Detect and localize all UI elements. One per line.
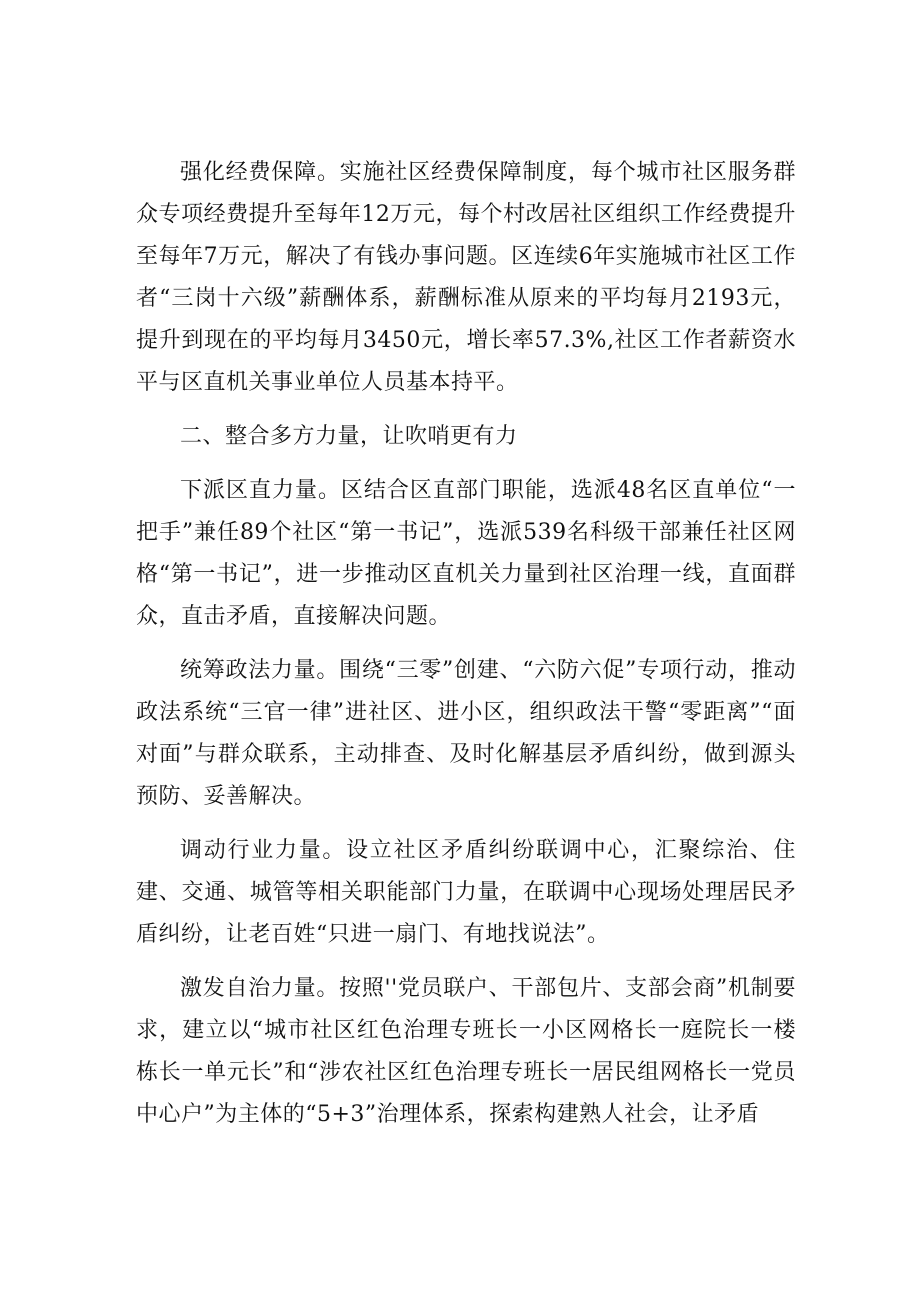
- paragraph-industry-forces: 调动行业力量。设立社区矛盾纠纷联调中心，汇聚综治、住建、交通、城管等相关职能部门力量，在联调中心现场处理居民矛盾纠纷，让老百姓“只进一扇门、有地找说法”。: [136, 838, 796, 947]
- section-heading-integrate-forces: 二、整合多方力量，让吹哨更有力: [180, 424, 518, 449]
- paragraph-district-forces: 下派区直力量。区结合区直部门职能，选派48名区直单位“一把手”兼任89个社区“第一书记”，选派539名科级干部兼任社区网格“第一书记”，进一步推动区直机关力量到社区治理一线，直面群众，直击矛盾，直接解决问题。: [136, 478, 796, 629]
- paragraph-political-legal-forces: 统筹政法力量。围绕“三零”创建、“六防六促”专项行动，推动政法系统“三官一律”进社区、进小区，组织政法干警“零距离”“面对面”与群众联系，主动排查、及时化解基层矛盾纠纷，做到源头预防、妥善解决。: [136, 658, 796, 809]
- document-body: [136, 152, 796, 1148]
- paragraph-autonomy-forces: 激发自治力量。按照''党员联户、干部包片、支部会商”机制要求，建立以“城市社区红色治理专班长一小区网格长一庭院长一楼栋长一单元长”和“涉农社区红色治理专班长一居民组网格长一党员中心户”为主体的“5+3”治理体系，探索构建熟人社会，让矛盾: [136, 976, 796, 1127]
- paragraph-funding-guarantee: 强化经费保障。实施社区经费保障制度，每个城市社区服务群众专项经费提升至每年12万元，每个村改居社区组织工作经费提升至每年7万元，解决了有钱办事问题。区连续6年实施城市社区工作者“三岗十六级”薪酬体系，薪酬标准从原来的平均每月2193元，提升到现在的平均每月3450元，增长率57.3%,社区工作者薪资水平与区直机关事业单位人员基本持平。: [136, 160, 796, 395]
